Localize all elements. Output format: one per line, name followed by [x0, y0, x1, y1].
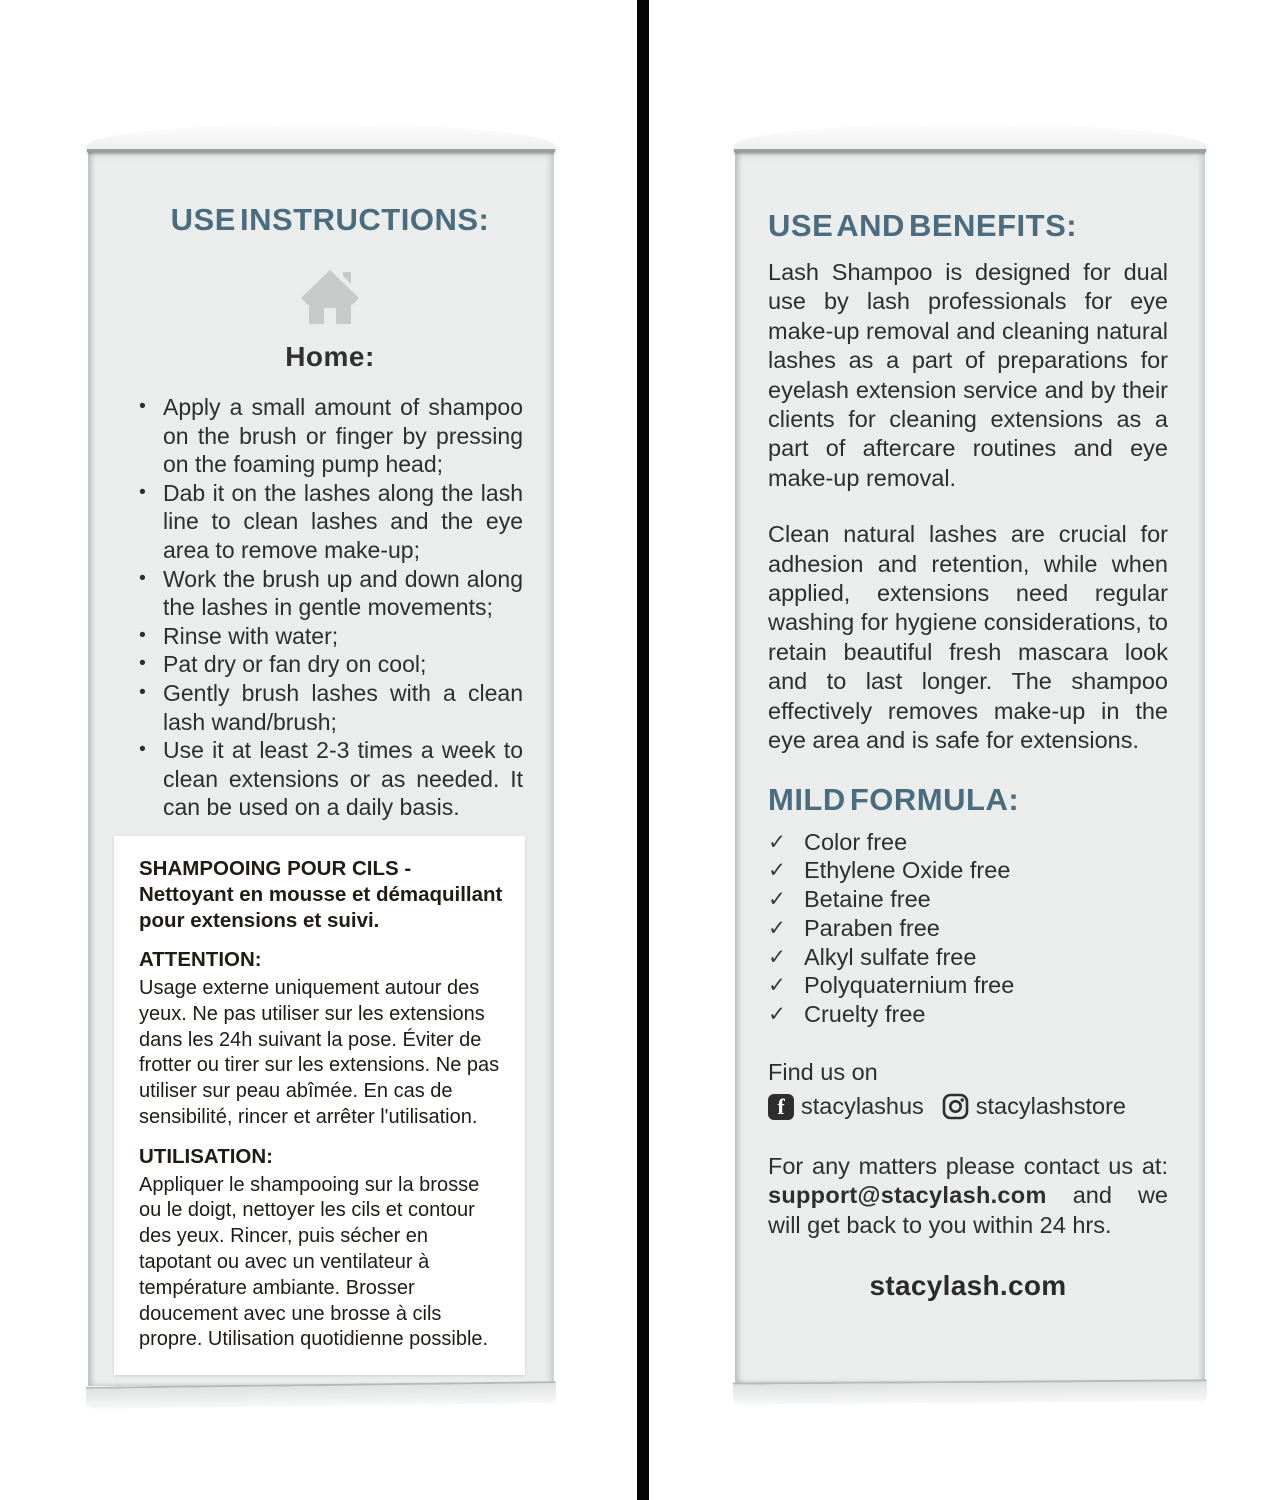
formula-item-label: Polyquaternium free	[804, 972, 1015, 999]
formula-item-label: Betaine free	[804, 886, 931, 913]
contact-paragraph	[768, 1152, 1168, 1240]
formula-item-label: Ethylene Oxide free	[804, 857, 1011, 884]
instagram-icon	[942, 1093, 969, 1120]
use-instructions-title: USE INSTRUCTIONS:	[170, 202, 490, 237]
box-bottom-flap	[733, 1379, 1207, 1404]
center-divider-bar	[637, 0, 649, 1500]
formula-item	[768, 828, 1168, 857]
checkmark-icon: ✓	[768, 972, 787, 998]
contact-prefix: For any matters please contact us at:	[768, 1153, 1168, 1180]
checkmark-icon: ✓	[768, 828, 787, 854]
attention-text: Usage externe uniquement autour des yeux. Ne pas utiliser sur les extensions dans les 24h suivant la pose. Éviter de frotter ou tirer sur les extensions. Ne pas utiliser sur peau abîmée. En cas de sensibilité, rincer et arrêter l'utilisation.	[139, 976, 500, 1128]
checkmark-icon: ✓	[768, 857, 787, 883]
support-email: support@stacylash.com	[768, 1182, 1047, 1209]
box-panel-use-instructions	[88, 150, 554, 1386]
home-icon	[137, 264, 523, 331]
box-panel-use-and-benefits	[735, 150, 1205, 1383]
formula-item-label: Cruelty free	[804, 1001, 926, 1028]
box-top-flap	[734, 124, 1206, 152]
use-and-benefits-title: USE AND BENEFITS:	[768, 208, 1078, 243]
contact-suffix: and we will get back to you within 24 hrs.	[768, 1182, 1168, 1238]
utilisation-heading: UTILISATION:	[139, 1144, 273, 1168]
find-us-label: Find us on	[768, 1059, 878, 1086]
formula-item	[768, 856, 1168, 885]
instagram-handle: stacylashstore	[975, 1093, 1126, 1120]
formula-item-label: Paraben free	[804, 914, 940, 941]
formula-item-label: Color free	[804, 828, 908, 855]
instruction-item: • Dab it on the lashes along the lash line to clean lashes and the eye area to remove make-up;	[163, 479, 523, 565]
checkmark-icon: ✓	[768, 914, 787, 940]
french-info-block	[114, 836, 525, 1375]
mild-formula-title: MILD FORMULA:	[768, 781, 1020, 817]
utilisation-text: Appliquer le shampooing sur la brosse ou le doigt, nettoyer les cils et contour des yeux. Rincer, puis sécher en tapotant ou avec un ventilateur à température ambiante. Brosser doucement avec une brosse à cils propre. Utilisation quotidienne possible.	[139, 1173, 489, 1351]
home-subtitle: Home:	[285, 341, 375, 372]
mild-formula-list	[768, 828, 1168, 1030]
formula-item	[768, 885, 1168, 914]
social-handles-row	[768, 1093, 1168, 1120]
checkmark-icon: ✓	[768, 1001, 787, 1027]
formula-item	[768, 971, 1168, 1000]
formula-item	[768, 914, 1168, 943]
instruction-item: • Rinse with water;	[163, 622, 523, 651]
website-url: stacylash.com	[869, 1270, 1067, 1302]
instruction-item: • Work the brush up and down along the lashes in gentle movements;	[163, 565, 523, 622]
benefits-paragraph-1: Lash Shampoo is designed for dual use by lash professionals for eye make-up removal and cleaning natural lashes as a part of preparations for eyelash extension service and by their clients for cleaning extensions as a part of aftercare routines and eye make-up removal.	[768, 259, 1168, 491]
instruction-item: • Pat dry or fan dry on cool;	[163, 650, 523, 679]
facebook-handle: stacylashus	[801, 1093, 924, 1120]
formula-item-label: Alkyl sulfate free	[804, 943, 977, 970]
formula-item	[768, 1000, 1168, 1029]
checkmark-icon: ✓	[768, 886, 787, 912]
instruction-list	[163, 393, 523, 822]
attention-heading: ATTENTION:	[139, 947, 262, 971]
instruction-item: • Use it at least 2-3 times a week to clean extensions or as needed. It can be used on a daily basis.	[163, 736, 523, 822]
box-top-flap	[87, 124, 555, 152]
french-heading: SHAMPOOING POUR CILS - Nettoyant en mousse et démaquillant pour extensions et suivi.	[139, 856, 503, 932]
formula-item	[768, 943, 1168, 972]
box-bottom-flap	[86, 1381, 556, 1409]
instruction-item: • Apply a small amount of shampoo on the brush or finger by pressing on the foaming pump head;	[163, 393, 523, 479]
instruction-item: • Gently brush lashes with a clean lash wand/brush;	[163, 679, 523, 736]
facebook-icon: f	[768, 1094, 794, 1120]
checkmark-icon: ✓	[768, 943, 787, 969]
benefits-paragraph-2: Clean natural lashes are crucial for adhesion and retention, while when applied, extensions need regular washing for hygiene considerations, to retain beautiful fresh mascara look and to last longer. The shampoo effectively removes make-up in the eye area and is safe for extensions.	[768, 521, 1168, 754]
